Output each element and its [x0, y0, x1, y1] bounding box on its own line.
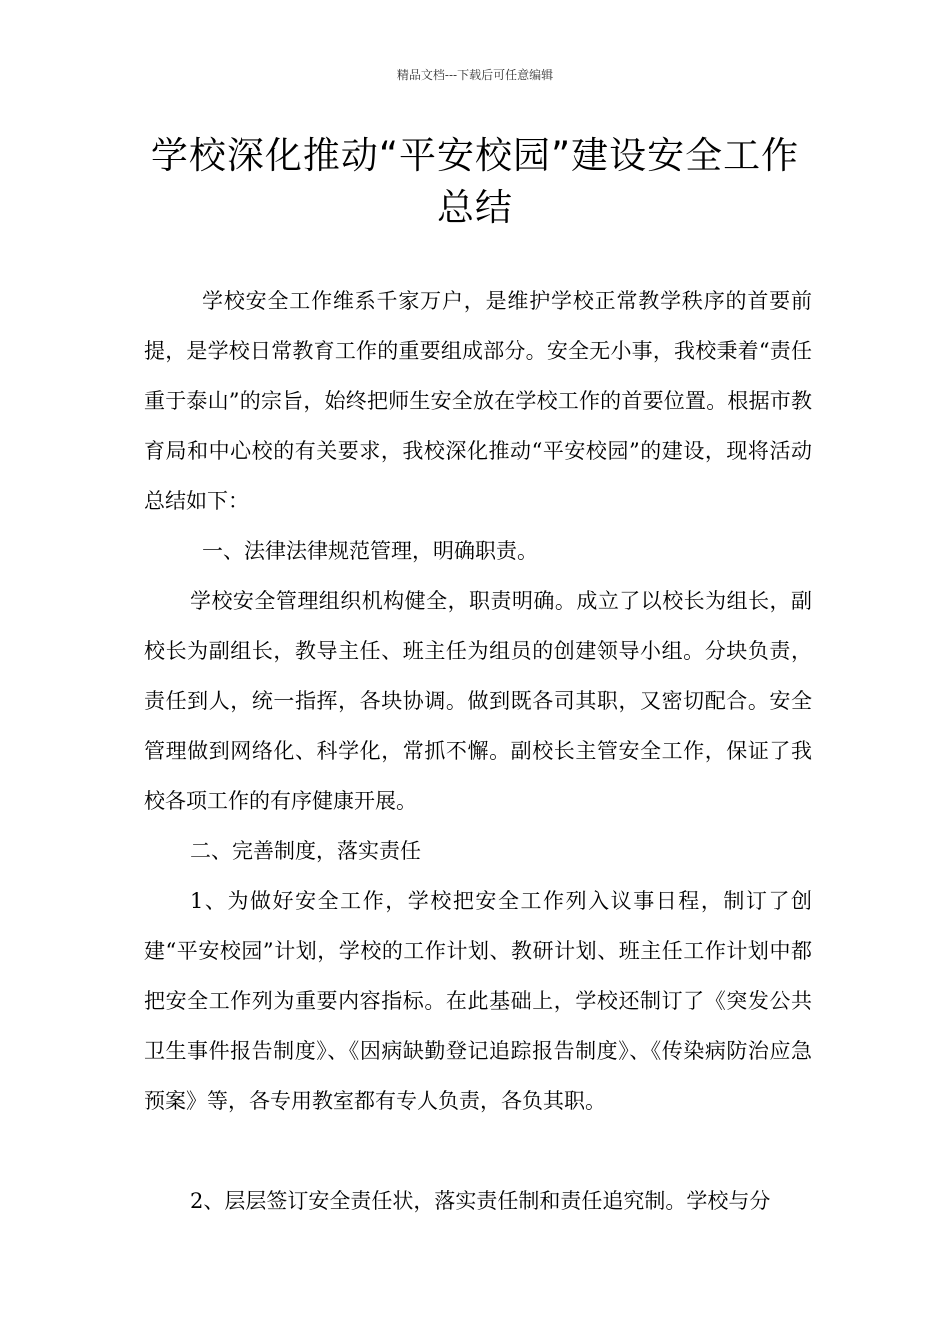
section-heading-1: 一、法律法律规范管理，明确职责。	[202, 539, 538, 563]
paragraph-item-2: 2、层层签订安全责任状，落实责任制和责任追究制。学校与分	[190, 1189, 771, 1213]
page-header: 精品文档---下载后可任意编辑	[396, 68, 554, 82]
section-heading-2: 二、完善制度，落实责任	[190, 839, 421, 863]
paragraph-section-1: 学校安全管理组织机构健全，职责明确。成立了以校长为组长，副校长为副组长，教导主任、班主任为组员的创建领导小组。分块负责，责任到人，统一指挥，各块协调。做到既各司其职，又密切配合。安全管理做到网络化、科学化，常抓不懈。副校长主管安全工作，保证了我校各项工作的有序健康开展。	[144, 589, 812, 813]
paragraph-spacer	[144, 1126, 812, 1176]
paragraph-intro: 学校安全工作维系千家万户，是维护学校正常教学秩序的首要前提，是学校日常教育工作的重要组成部分。安全无小事，我校秉着“责任重于泰山”的宗旨，始终把师生安全放在学校工作的首要位置。根据市教育局和中心校的有关要求，我校深化推动“平安校园”的建设，现将活动总结如下：	[144, 289, 812, 513]
document-body	[144, 276, 812, 1226]
document-title: 学校深化推动“平安校园”建设安全工作总结	[150, 134, 800, 229]
paragraph-item-1: 1、为做好安全工作，学校把安全工作列入议事日程，制订了创建“平安校园”计划，学校的工作计划、教研计划、班主任工作计划中都把安全工作列为重要内容指标。在此基础上，学校还制订了《突发公共卫生事件报告制度》、《因病缺勤登记追踪报告制度》、《传染病防治应急预案》等，各专用教室都有专人负责，各负其职。	[144, 889, 812, 1113]
